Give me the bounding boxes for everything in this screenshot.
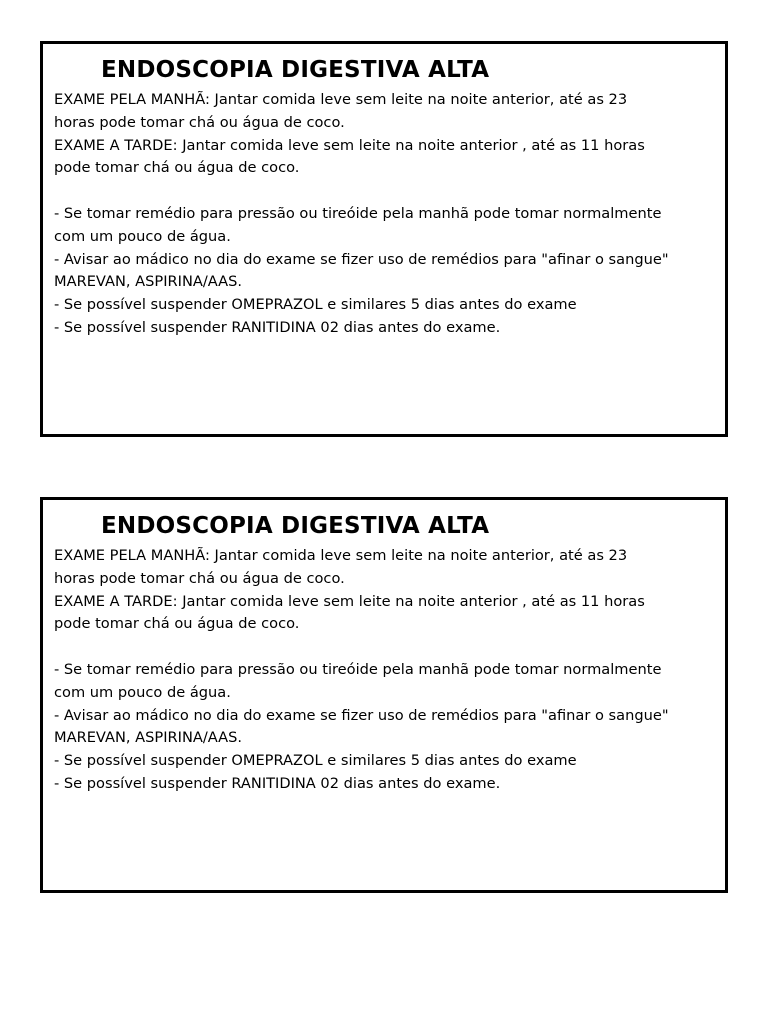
card-title: ENDOSCOPIA DIGESTIVA ALTA: [101, 57, 490, 83]
text-line: - Se tomar remédio para pressão ou tireóide pela manhã pode tomar normalmente: [54, 204, 662, 222]
text-line: - Avisar ao mádico no dia do exame se fizer uso de remédios para "afinar o sangue": [54, 250, 669, 268]
text-line: - Se possível suspender OMEPRAZOL e similares 5 dias antes do exame: [54, 752, 577, 770]
card-body: [54, 89, 724, 340]
instruction-card: [40, 41, 728, 437]
text-line: com um pouco de água.: [54, 227, 231, 245]
text-line: MAREVAN, ASPIRINA/AAS.: [54, 273, 243, 291]
text-line: EXAME A TARDE: Jantar comida leve sem leite na noite anterior , até as 11 horas: [54, 136, 645, 154]
text-line: - Avisar ao mádico no dia do exame se fizer uso de remédios para "afinar o sangue": [54, 706, 669, 724]
blank-line: [54, 636, 724, 659]
instruction-card: [40, 497, 728, 893]
text-line: pode tomar chá ou água de coco.: [54, 159, 300, 177]
text-line: - Se possível suspender OMEPRAZOL e similares 5 dias antes do exame: [54, 296, 577, 314]
text-line: - Se tomar remédio para pressão ou tireóide pela manhã pode tomar normalmente: [54, 660, 662, 678]
card-title: ENDOSCOPIA DIGESTIVA ALTA: [101, 513, 490, 539]
text-line: EXAME PELA MANHÃ: Jantar comida leve sem leite na noite anterior, até as 23: [54, 547, 628, 564]
text-line: MAREVAN, ASPIRINA/AAS.: [54, 729, 243, 747]
text-line: - Se possível suspender RANITIDINA 02 dias antes do exame.: [54, 318, 501, 336]
text-line: EXAME A TARDE: Jantar comida leve sem leite na noite anterior , até as 11 horas: [54, 592, 645, 610]
text-line: pode tomar chá ou água de coco.: [54, 615, 300, 633]
card-body: [54, 545, 724, 796]
text-line: horas pode tomar chá ou água de coco.: [54, 569, 345, 587]
text-line: EXAME PELA MANHÃ: Jantar comida leve sem leite na noite anterior, até as 23: [54, 91, 628, 108]
text-line: com um pouco de água.: [54, 683, 231, 701]
blank-line: [54, 180, 724, 203]
text-line: - Se possível suspender RANITIDINA 02 dias antes do exame.: [54, 774, 501, 792]
text-line: horas pode tomar chá ou água de coco.: [54, 113, 345, 131]
